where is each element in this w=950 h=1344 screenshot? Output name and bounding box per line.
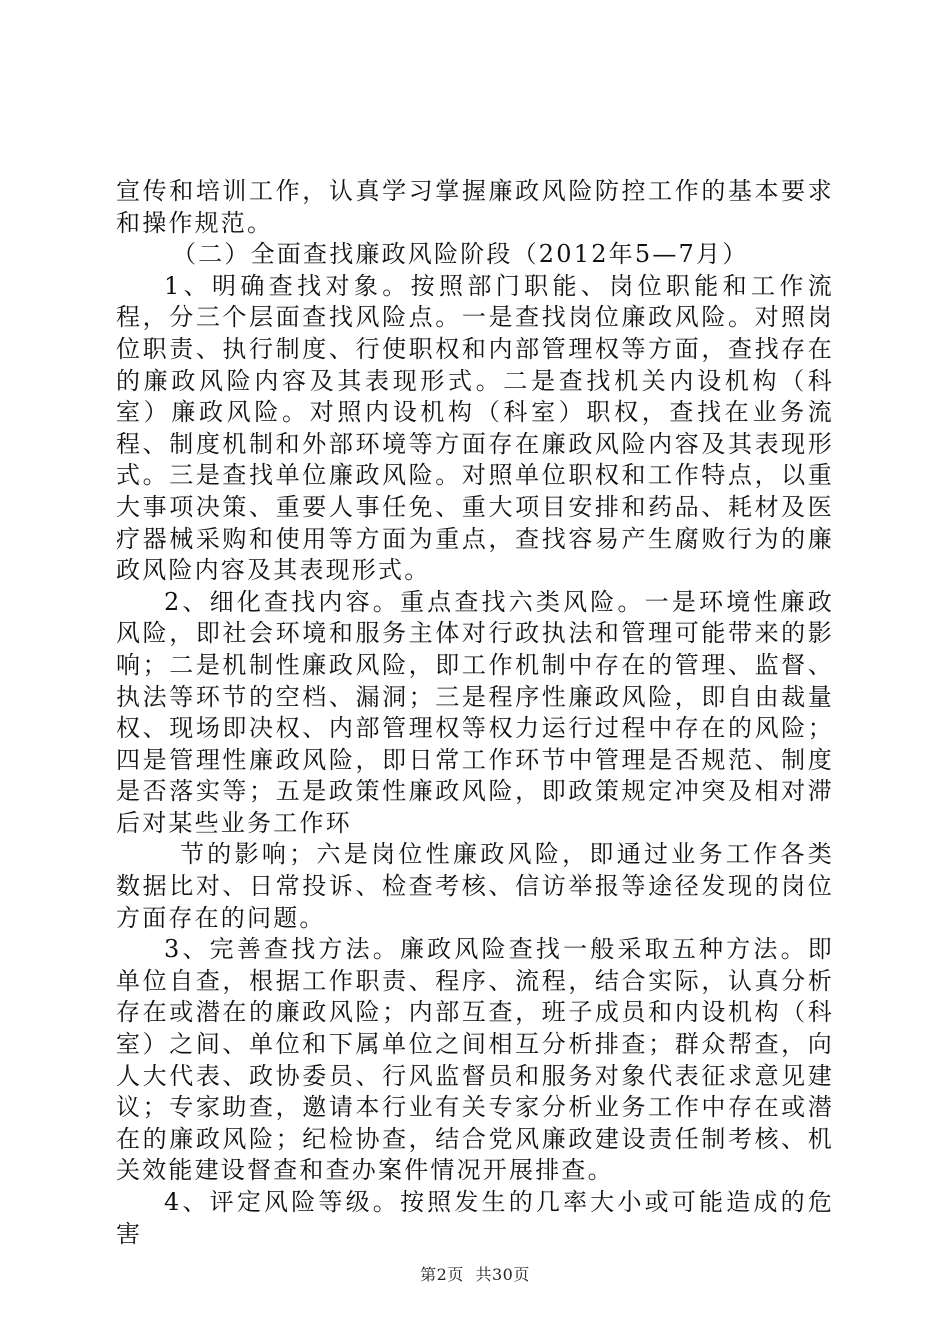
page-number: 第2页 (420, 1265, 464, 1284)
document-body (116, 176, 834, 1250)
paragraph-item-1: 1、明确查找对象。按照部门职能、岗位职能和工作流程，分三个层面查找风险点。一是查找岗位廉政风险。对照岗位职责、执行制度、行使职权和内部管理权等方面，查找存在的廉政风险内容及其表现形式。二是查找机关内设机构（科室）廉政风险。对照内设机构（科室）职权，查找在业务流程、制度机制和外部环境等方面存在廉政风险内容及其表现形式。三是查找单位廉政风险。对照单位职权和工作特点，以重大事项决策、重要人事任免、重大项目安排和药品、耗材及医疗器械采购和使用等方面为重点，查找容易产生腐败行为的廉政风险内容及其表现形式。 (116, 271, 834, 585)
paragraph-item-2-continued: 节的影响；六是岗位性廉政风险，即通过业务工作各类数据比对、日常投诉、检查考核、信访举报等途径发现的岗位方面存在的问题。 (116, 840, 834, 932)
paragraph-item-4: 4、评定风险等级。按照发生的几率大小或可能造成的危害 (116, 1188, 834, 1248)
section-heading: （二）全面查找廉政风险阶段（2012年5—7月） (172, 240, 749, 269)
page-footer (0, 1262, 950, 1285)
page-total: 共30页 (475, 1265, 530, 1284)
paragraph-continuation: 宣传和培训工作，认真学习掌握廉政风险防控工作的基本要求和操作规范。 (116, 177, 834, 237)
paragraph-item-3: 3、完善查找方法。廉政风险查找一般采取五种方法。即单位自查，根据工作职责、程序、流程，结合实际，认真分析存在或潜在的廉政风险；内部互查，班子成员和内设机构（科室）之间、单位和下属单位之间相互分析排查；群众帮查，向人大代表、政协委员、行风监督员和服务对象代表征求意见建议；专家助查，邀请本行业有关专家分析业务工作中存在或潜在的廉政风险；纪检协查，结合党风廉政建设责任制考核、机关效能建设督查和查办案件情况开展排查。 (116, 935, 834, 1185)
paragraph-item-2: 2、细化查找内容。重点查找六类风险。一是环境性廉政风险，即社会环境和服务主体对行政执法和管理可能带来的影响；二是机制性廉政风险，即工作机制中存在的管理、监督、执法等环节的空档、漏洞；三是程序性廉政风险，即自由裁量权、现场即决权、内部管理权等权力运行过程中存在的风险；四是管理性廉政风险，即日常工作环节中管理是否规范、制度是否落实等；五是政策性廉政风险，即政策规定冲突及相对滞后对某些业务工作环 (116, 587, 834, 837)
